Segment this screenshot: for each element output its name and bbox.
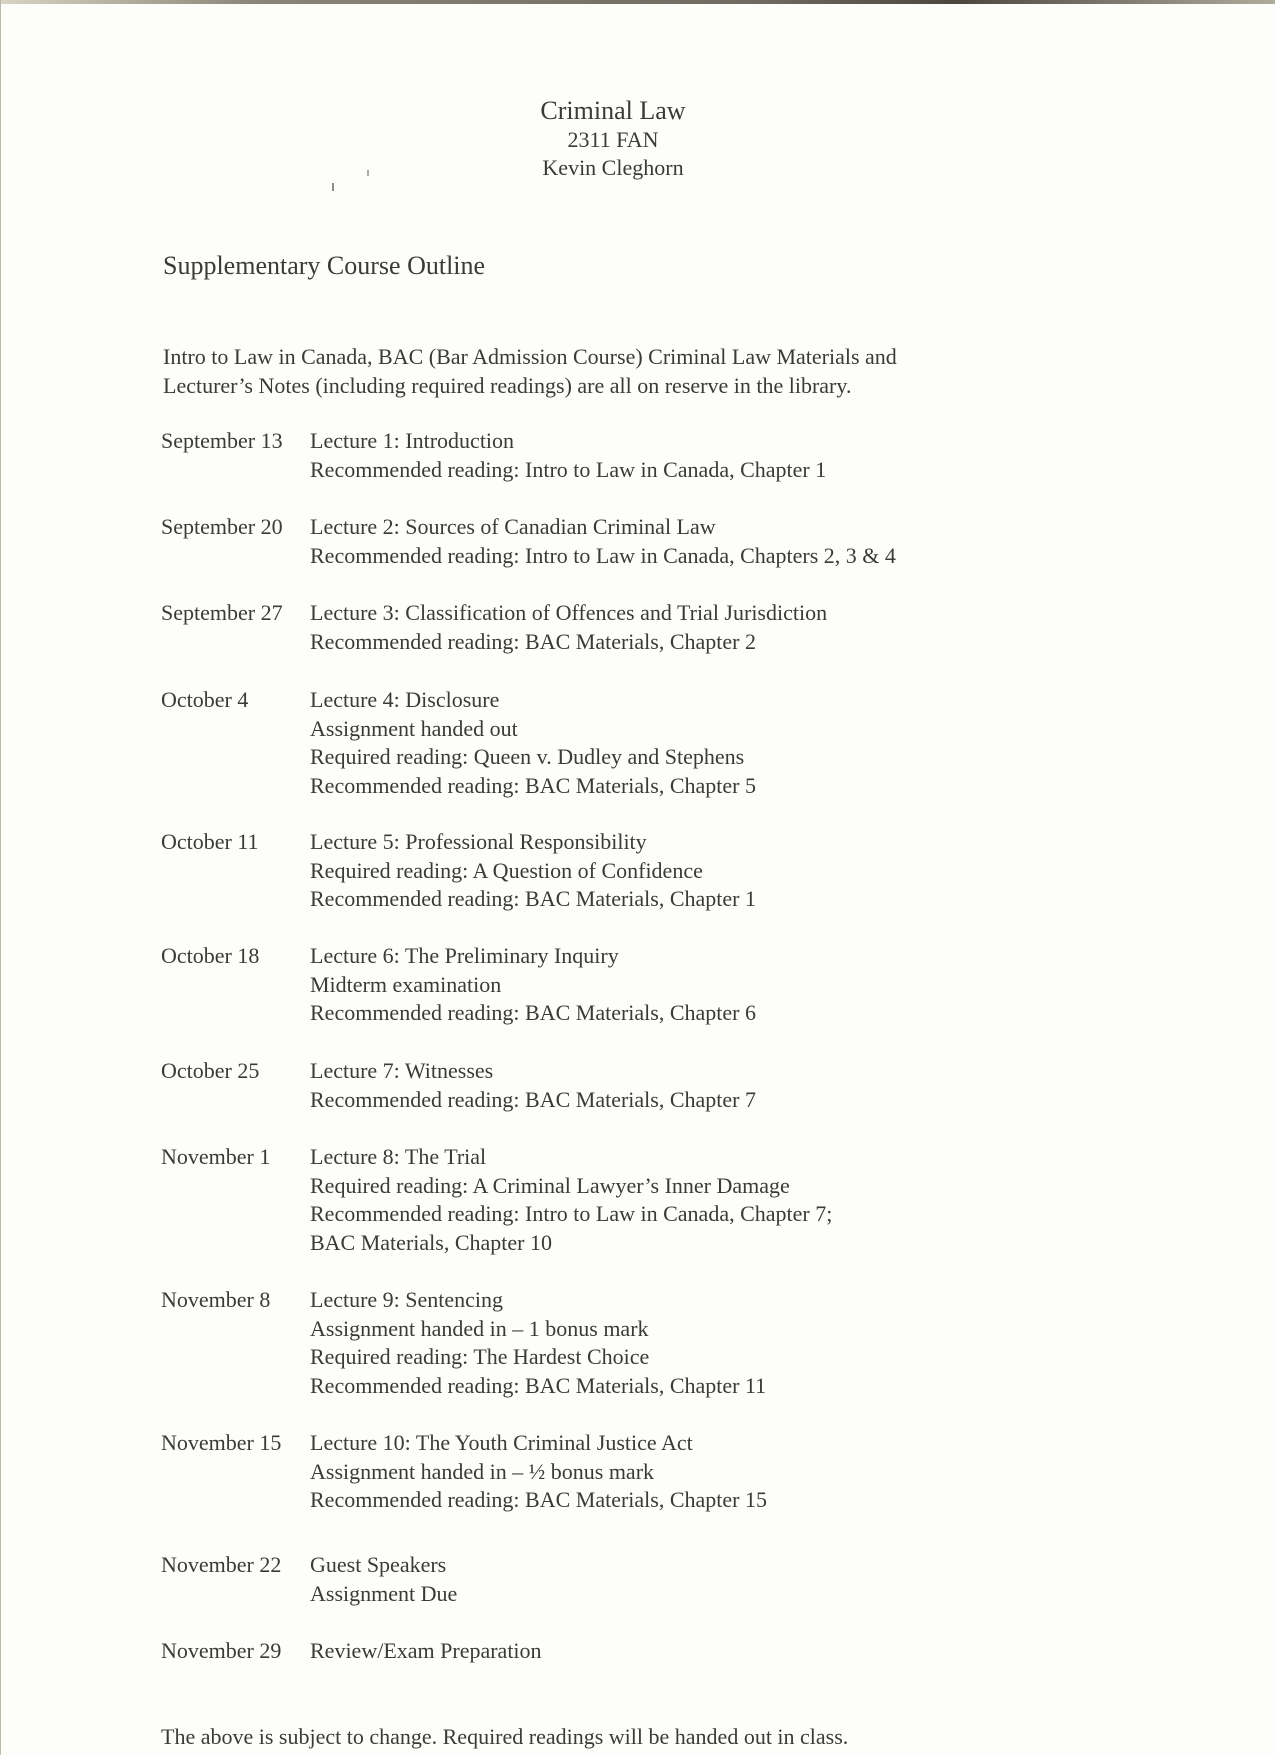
schedule-date: October 4 [161, 687, 249, 712]
scan-edge-top [0, 0, 1275, 4]
schedule-line: Recommended reading: Intro to Law in Canada, Chapter 7; [310, 1201, 833, 1226]
schedule-line: Required reading: A Criminal Lawyer’s Inner Damage [310, 1172, 790, 1198]
schedule-line: Recommended reading: BAC Materials, Chapter 2 [310, 628, 756, 654]
schedule-line: Lecture 5: Professional Responsibility [310, 829, 647, 854]
schedule-line: Lecture 2: Sources of Canadian Criminal Law [310, 514, 716, 539]
schedule-date: September 20 [161, 514, 283, 539]
schedule-date: November 8 [161, 1287, 271, 1312]
schedule-line: Assignment Due [310, 1580, 458, 1606]
schedule-line: Assignment handed in – 1 bonus mark [310, 1315, 649, 1341]
schedule-line: Recommended reading: BAC Materials, Chapter 11 [310, 1372, 767, 1398]
schedule-line: Lecture 10: The Youth Criminal Justice Act [310, 1430, 693, 1455]
lecturer-name: Kevin Cleghorn [542, 155, 684, 180]
schedule-line: Recommended reading: Intro to Law in Canada, Chapter 1 [310, 456, 827, 482]
scan-edge-left [0, 0, 1, 1755]
schedule-date: November 29 [161, 1638, 282, 1663]
schedule-date: October 11 [161, 829, 259, 854]
schedule-line: Required reading: A Question of Confidence [310, 857, 703, 883]
schedule-line: Recommended reading: BAC Materials, Chapter 1 [310, 886, 756, 911]
schedule-date: September 27 [161, 600, 283, 625]
schedule-line: Recommended reading: BAC Materials, Chapter 6 [310, 1000, 756, 1025]
schedule-line: Lecture 9: Sentencing [310, 1287, 504, 1312]
scan-speck [332, 183, 334, 191]
course-title: Criminal Law [540, 96, 686, 125]
schedule-line: Lecture 3: Classification of Offences and Trial Jurisdiction [310, 600, 828, 625]
schedule-line: Required reading: The Hardest Choice [310, 1344, 650, 1369]
schedule-line: Lecture 8: The Trial [310, 1144, 487, 1169]
schedule-date: November 1 [161, 1144, 271, 1169]
schedule-line: Lecture 6: The Preliminary Inquiry [310, 943, 619, 968]
schedule-date: October 18 [161, 943, 260, 968]
intro-line: Intro to Law in Canada, BAC (Bar Admission Course) Criminal Law Materials and [163, 344, 897, 369]
intro-paragraph [163, 342, 1063, 400]
schedule-line: Review/Exam Preparation [310, 1638, 542, 1663]
schedule-date: November 22 [161, 1552, 282, 1577]
schedule-line: Lecture 1: Introduction [310, 428, 515, 453]
schedule-line: Required reading: Queen v. Dudley and Stephens [310, 744, 745, 769]
schedule-line: Assignment handed in – ½ bonus mark [310, 1458, 655, 1484]
section-title: Supplementary Course Outline [163, 251, 486, 280]
document-header [0, 96, 1226, 182]
schedule-line: Recommended reading: BAC Materials, Chapter 15 [310, 1487, 767, 1512]
schedule-date: November 15 [161, 1430, 282, 1455]
schedule-date: September 13 [161, 428, 283, 453]
schedule-line: Recommended reading: BAC Materials, Chapter 7 [310, 1086, 756, 1112]
intro-line: Lecturer’s Notes (including required readings) are all on reserve in the library. [163, 373, 852, 398]
schedule-line: Lecture 7: Witnesses [310, 1058, 494, 1083]
schedule-line: Assignment handed out [310, 715, 518, 741]
schedule-line: Lecture 4: Disclosure [310, 687, 500, 712]
schedule-line: BAC Materials, Chapter 10 [310, 1229, 552, 1255]
schedule-line: Midterm examination [310, 971, 502, 997]
schedule-line: Recommended reading: BAC Materials, Chapter 5 [310, 772, 756, 798]
footer-note: The above is subject to change. Required readings will be handed out in class. [161, 1724, 849, 1749]
schedule-line: Guest Speakers [310, 1552, 447, 1577]
schedule-date: October 25 [161, 1058, 260, 1083]
course-code: 2311 FAN [567, 127, 659, 152]
schedule-line: Recommended reading: Intro to Law in Canada, Chapters 2, 3 & 4 [310, 542, 896, 568]
